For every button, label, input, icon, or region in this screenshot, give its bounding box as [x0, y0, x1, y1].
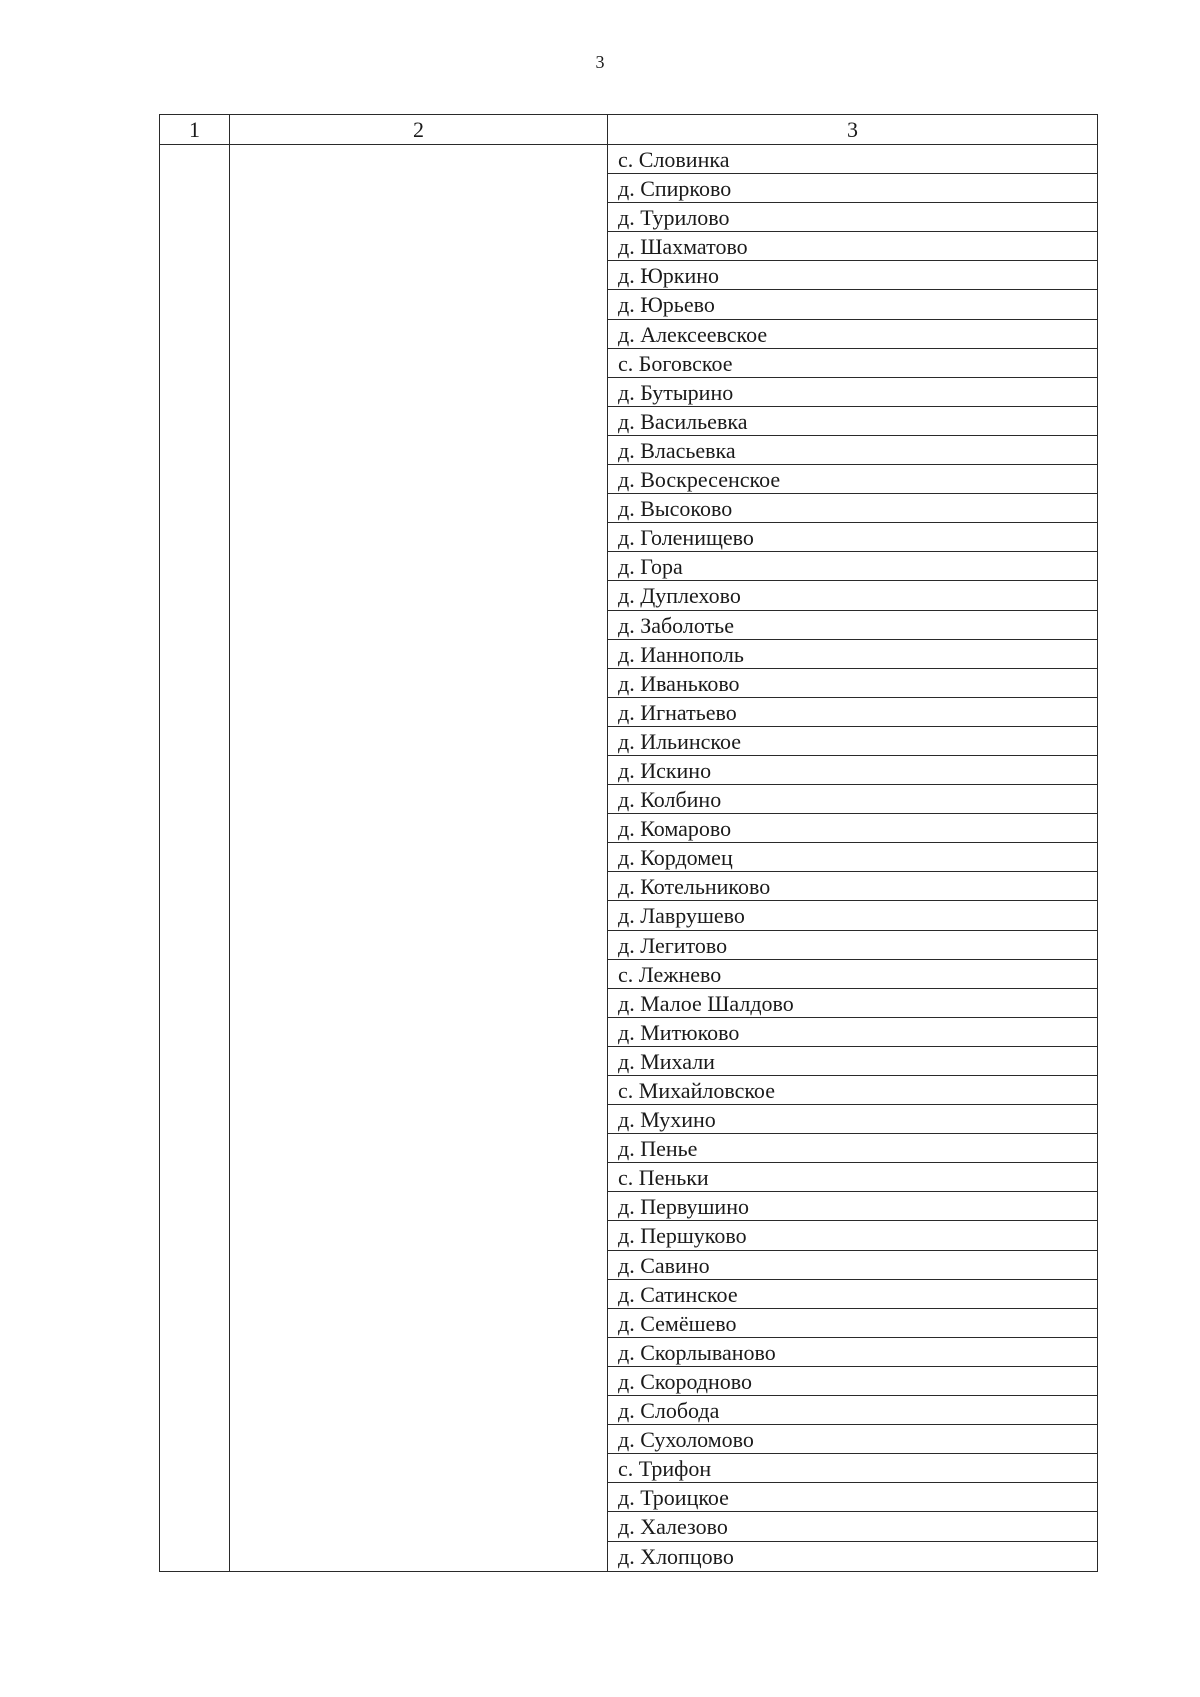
table-header-row	[160, 115, 1097, 145]
table-row: д. Семёшево	[608, 1309, 1097, 1338]
table-row: д. Халезово	[608, 1512, 1097, 1541]
column-3-list	[608, 145, 1097, 1571]
table-row: д. Дуплехово	[608, 581, 1097, 610]
table-row: с. Боговское	[608, 349, 1097, 378]
table-row: д. Голенищево	[608, 523, 1097, 552]
table-row: д. Котельниково	[608, 872, 1097, 901]
table-row: д. Колбино	[608, 785, 1097, 814]
table-row: д. Сухоломово	[608, 1425, 1097, 1454]
table-row: д. Слобода	[608, 1396, 1097, 1425]
table-row: д. Искино	[608, 756, 1097, 785]
table-row: д. Гора	[608, 552, 1097, 581]
header-col-3: 3	[847, 116, 858, 142]
table-row: д. Пенье	[608, 1134, 1097, 1163]
table-row: д. Троицкое	[608, 1483, 1097, 1512]
page-number: 3	[595, 52, 605, 72]
table-row: с. Михайловское	[608, 1076, 1097, 1105]
table-row: д. Спирково	[608, 174, 1097, 203]
table-row: д. Шахматово	[608, 232, 1097, 261]
table-row: д. Власьевка	[608, 436, 1097, 465]
table-row: д. Заболотье	[608, 611, 1097, 640]
table-row: д. Скородново	[608, 1367, 1097, 1396]
table-row: д. Ильинское	[608, 727, 1097, 756]
table-row: д. Юрьево	[608, 290, 1097, 319]
table-row: д. Малое Шалдово	[608, 989, 1097, 1018]
table-row: с. Лежнево	[608, 960, 1097, 989]
table-row: д. Игнатьево	[608, 698, 1097, 727]
column-1-cell	[160, 145, 230, 1571]
table-row: д. Бутырино	[608, 378, 1097, 407]
table-row: д. Легитово	[608, 931, 1097, 960]
table-row: с. Трифон	[608, 1454, 1097, 1483]
table-row: д. Алексеевское	[608, 320, 1097, 349]
table-row: д. Юркино	[608, 261, 1097, 290]
table-row: д. Першуково	[608, 1221, 1097, 1250]
table-row: д. Иваньково	[608, 669, 1097, 698]
table-row: д. Высоково	[608, 494, 1097, 523]
table-row: д. Скорлываново	[608, 1338, 1097, 1367]
table-body	[160, 145, 1097, 1571]
table-row: д. Комарово	[608, 814, 1097, 843]
column-2-cell	[230, 145, 608, 1571]
table-row: с. Пеньки	[608, 1163, 1097, 1192]
table-row: д. Кордомец	[608, 843, 1097, 872]
table-row: д. Хлопцово	[618, 1543, 734, 1569]
table-row: д. Сатинское	[608, 1280, 1097, 1309]
settlements-table	[159, 114, 1098, 1572]
table-row: д. Воскресенское	[608, 465, 1097, 494]
table-row: д. Лаврушево	[608, 901, 1097, 930]
table-row: с. Словинка	[608, 145, 1097, 174]
table-row: д. Васильевка	[608, 407, 1097, 436]
table-row: д. Турилово	[608, 203, 1097, 232]
table-row: д. Ианнополь	[608, 640, 1097, 669]
header-col-2: 2	[230, 115, 608, 144]
table-row: д. Савино	[608, 1251, 1097, 1280]
table-row: д. Митюково	[608, 1018, 1097, 1047]
table-row: д. Первушино	[608, 1192, 1097, 1221]
header-col-1: 1	[160, 115, 230, 144]
table-row: д. Михали	[608, 1047, 1097, 1076]
table-row: д. Мухино	[608, 1105, 1097, 1134]
